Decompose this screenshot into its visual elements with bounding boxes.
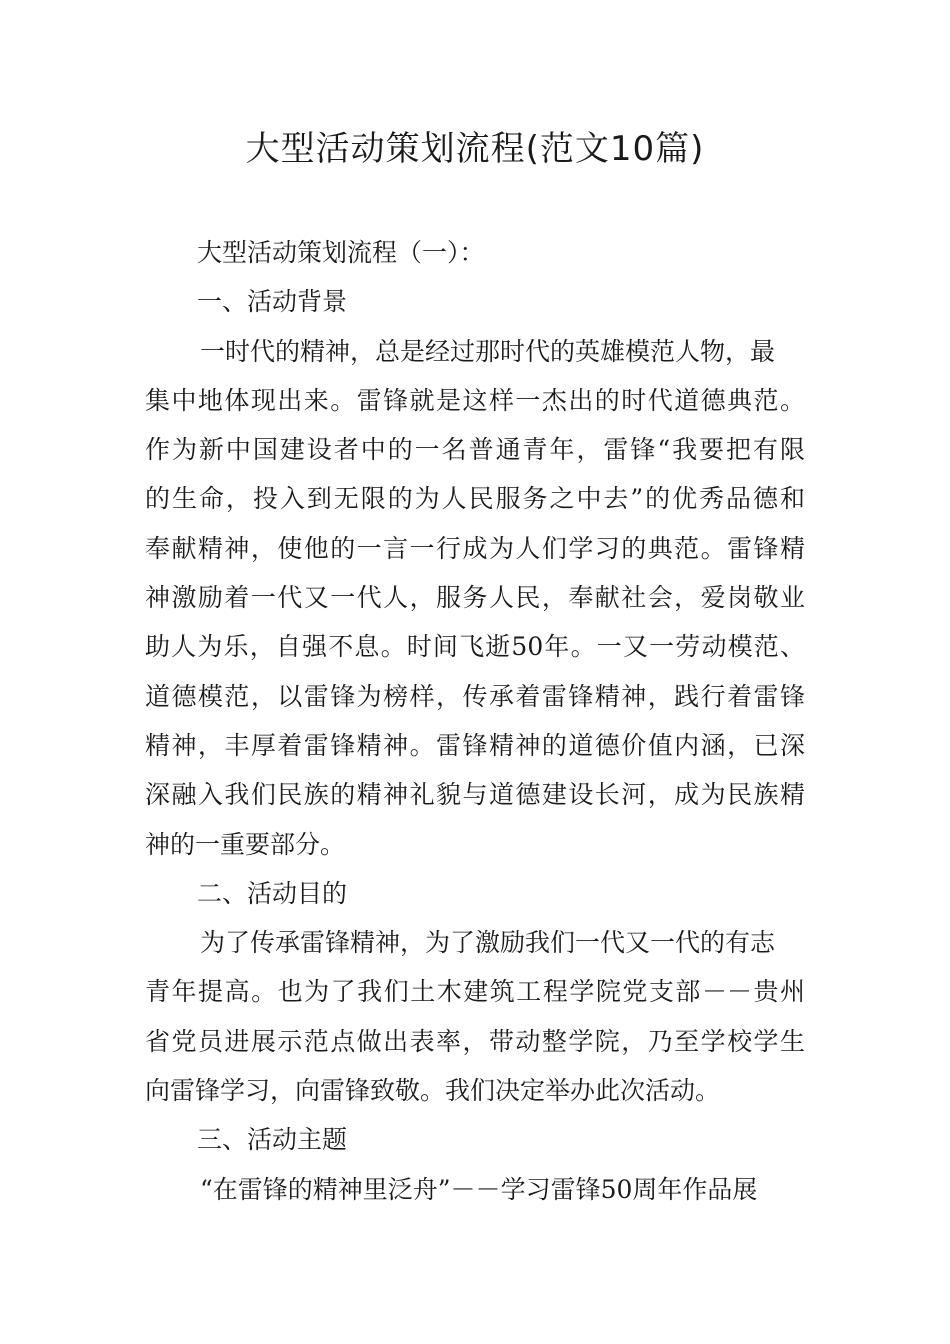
document-body	[145, 228, 805, 1214]
paragraph-line: 作为新中国建设者中的一名普通青年，雷锋“我要把有限	[145, 435, 805, 465]
paragraph-line: 深融入我们民族的精神礼貌与道德建设长河，成为民族精	[145, 780, 805, 810]
document-title: 大型活动策划流程(范文10篇)	[245, 129, 705, 169]
section-heading-purpose: 二、活动目的	[197, 878, 348, 908]
paragraph-line: 青年提高。也为了我们土木建筑工程学院党支部－－贵州	[145, 977, 805, 1007]
section-heading-background: 一、活动背景	[197, 287, 348, 317]
paragraph-line: 神的一重要部分。	[145, 829, 346, 859]
section-heading-theme: 三、活动主题	[197, 1125, 348, 1155]
paragraph-line: 精神，丰厚着雷锋精神。雷锋精神的道德价值内涵，已深	[145, 730, 805, 760]
paragraph-line: 的生命，投入到无限的为人民服务之中去”的优秀品德和	[145, 484, 805, 514]
paragraph-line: 向雷锋学习，向雷锋致敬。我们决定举办此次活动。	[145, 1076, 721, 1106]
paragraph-line: “在雷锋的精神里泛舟”－－学习雷锋50周年作品展	[200, 1174, 758, 1204]
paragraph-line: 一时代的精神，总是经过那时代的英雄模范人物，最	[200, 336, 776, 366]
paragraph-line: 为了传承雷锋精神，为了激励我们一代又一代的有志	[200, 928, 776, 958]
paragraph-line: 集中地体现出来。雷锋就是这样一杰出的时代道德典范。	[145, 385, 805, 415]
paragraph-line: 助人为乐，自强不息。时间飞逝50年。一又一劳动模范、	[145, 632, 805, 662]
paragraph-line: 神激励着一代又一代人，服务人民，奉献社会，爱岗敬业	[145, 583, 805, 613]
section-subtitle: 大型活动策划流程（一）：	[197, 238, 485, 267]
paragraph-line: 奉献精神，使他的一言一行成为人们学习的典范。雷锋精	[145, 533, 805, 563]
paragraph-line: 道德模范，以雷锋为榜样，传承着雷锋精神，践行着雷锋	[145, 681, 805, 711]
paragraph-line: 省党员进展示范点做出表率，带动整学院，乃至学校学生	[145, 1026, 805, 1056]
